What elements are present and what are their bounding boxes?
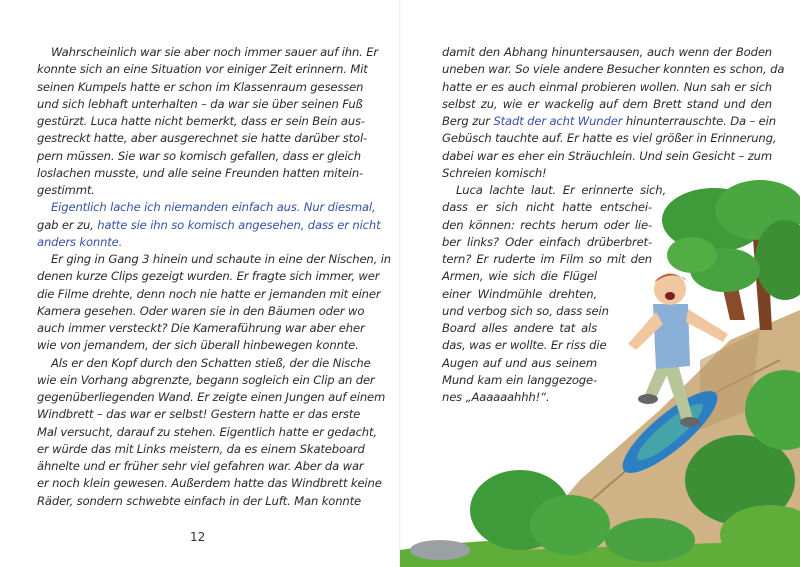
- narration-text: loslachen musste, und alle seine Freunden hatten mitein-: [37, 165, 364, 180]
- narration-text: Luca lachte laut. Er erinnerte sich,: [456, 183, 666, 197]
- left-page-text: [37, 44, 391, 510]
- text-line: [442, 372, 597, 389]
- narration-text: gestreckt hatte, aber ausgerechnet sie hatte darüber stol-: [37, 131, 368, 146]
- text-line: [37, 148, 361, 165]
- narration-text: er würde das mit Links meistern, da es einem Skateboard: [37, 441, 365, 456]
- narration-text: damit den Abhang hinuntersausen, auch wenn der Boden: [442, 45, 772, 59]
- speech-text: Eigentlich lache ich niemanden einfach aus. Nur diesmal,: [51, 200, 376, 215]
- text-line: [37, 199, 376, 216]
- narration-text: selbst zu, wie er wackelig auf dem Brett stand und den: [442, 96, 772, 111]
- text-line: [37, 389, 386, 406]
- text-line: [442, 286, 597, 303]
- narration-text: und verbog sich so, dass sein: [442, 303, 609, 318]
- text-line: [442, 79, 772, 96]
- text-line: [37, 61, 368, 78]
- text-line: [442, 303, 609, 320]
- narration-text: nes „Aaaaaahhh!“.: [442, 390, 550, 404]
- text-line: [442, 44, 772, 61]
- text-line: [442, 251, 652, 268]
- narration-text: auch immer versteckt? Die Kameraführung war aber eher: [37, 321, 365, 335]
- text-line: [37, 424, 377, 441]
- narration-text: gegenüberliegenden Wand. Er zeigte einen Jungen auf einem: [37, 390, 386, 404]
- narration-text: Wahrscheinlich war sie aber noch immer sauer auf ihn. Er: [51, 45, 379, 59]
- narration-text: wie ein Vorhang abgrenzte, begann sogleich ein Clip an der: [37, 372, 375, 387]
- text-line: [37, 337, 359, 354]
- narration-text: Mal versucht, darauf zu stehen. Eigentlich hatte er gedacht,: [37, 424, 377, 439]
- narration-text: Mund kam ein langgezoge-: [442, 372, 597, 387]
- text-line: [37, 320, 365, 337]
- narration-text: wie von jemandem, der sich überall hinbewegen konnte.: [37, 338, 359, 353]
- text-line: [442, 355, 597, 372]
- text-line: [37, 182, 346, 199]
- narration-text: dass er sich nicht hatte entschei-: [442, 200, 652, 215]
- narration-text: gestürzt. Luca hatte nicht bemerkt, dass er sein Bein aus-: [37, 114, 365, 128]
- narration-text: Er ging in Gang 3 hinein und schaute in eine der Nischen, in: [51, 252, 391, 266]
- text-line: [37, 355, 371, 372]
- text-line: [442, 199, 652, 216]
- narration-text: ähnelte und er früher sehr viel gefahren war. Aber da war: [37, 459, 364, 473]
- narration-text: Räder, sondern schwebte einfach in der Luft. Man konnte: [37, 493, 361, 508]
- text-line: [442, 96, 772, 113]
- narration-text: konnte sich an eine Situation vor einiger Zeit erinnern. Mit: [37, 62, 368, 77]
- text-line: [37, 44, 379, 61]
- text-line: [37, 458, 364, 475]
- text-line: [37, 406, 361, 423]
- text-line: [37, 79, 364, 96]
- narration-text: Armen, wie sich die Flügel: [442, 269, 597, 284]
- text-line: [442, 113, 776, 130]
- text-line: [442, 234, 652, 251]
- text-line: [442, 320, 597, 337]
- narration-text: das, was er wollte. Er riss die: [442, 338, 607, 353]
- text-line: [37, 113, 365, 130]
- text-line: [442, 389, 597, 406]
- narration-text: dabei war es eher ein Sträuchlein. Und sein Gesicht – zum: [442, 148, 772, 163]
- narration-text: pern müssen. Sie war so komisch gefallen, dass er gleich: [37, 148, 361, 163]
- narration-text: Windbrett – das war er selbst! Gestern hatte er das erste: [37, 407, 361, 422]
- narration-text: Berg zur: [442, 114, 494, 128]
- text-line: [442, 148, 772, 165]
- text-line: [442, 165, 772, 182]
- narration-text: denen kurze Clips gezeigt wurden. Er fragte sich immer, wer: [37, 269, 380, 284]
- narration-text: gab er zu,: [37, 217, 98, 232]
- speech-text: Stadt der acht Wunder: [493, 114, 623, 128]
- narration-text: Augen auf und aus seinem: [442, 355, 597, 370]
- text-line: [37, 493, 361, 510]
- narration-text: hinunterrauschte. Da – ein: [622, 114, 776, 128]
- narration-text: seinen Kumpels hatte er schon im Klassenraum gesessen: [37, 79, 364, 94]
- speech-text: hatte sie ihn so komisch angesehen, dass er nicht: [97, 217, 381, 232]
- text-line: [37, 286, 381, 303]
- narration-text: er noch klein gewesen. Außerdem hatte das Windbrett keine: [37, 476, 382, 491]
- narration-text: gestimmt.: [37, 183, 95, 197]
- narration-text: uneben war. So viele andere Besucher konnten es schon, da: [442, 62, 785, 77]
- text-line: [442, 268, 597, 285]
- text-line: [442, 337, 607, 354]
- narration-text: Schreien komisch!: [442, 165, 547, 180]
- narration-text: einer Windmühle drehten,: [442, 286, 597, 301]
- text-line: [37, 372, 375, 389]
- narration-text: die Filme drehte, denn noch nie hatte er jemanden mit einer: [37, 286, 381, 301]
- text-line: [37, 268, 380, 285]
- narration-text: Gebüsch tauchte auf. Er hatte es viel größer in Erinnerung,: [442, 131, 777, 146]
- page-number: 12: [190, 530, 206, 544]
- narration-text: Kamera gesehen. Oder waren sie in den Bäumen oder wo: [37, 303, 365, 318]
- text-line: [37, 441, 365, 458]
- text-line: [37, 251, 391, 268]
- narration-text: den können: rechts herum oder lie-: [442, 217, 652, 232]
- right-page-text: [442, 44, 785, 406]
- text-line: [442, 217, 652, 234]
- text-line: [442, 61, 785, 78]
- narration-text: ber links? Oder einfach drüberbret-: [442, 234, 652, 249]
- narration-text: Als er den Kopf durch den Schatten stieß, der die Nische: [51, 355, 371, 370]
- narration-text: hatte er es auch einmal probieren wollen. Nun sah er sich: [442, 79, 772, 94]
- speech-text: anders konnte.: [37, 234, 123, 249]
- text-line: [37, 130, 368, 147]
- text-line: [37, 303, 365, 320]
- text-line: [37, 165, 364, 182]
- narration-text: tern? Er ruderte im Film so mit den: [442, 252, 652, 266]
- text-line: [37, 217, 381, 234]
- narration-text: und sich lebhaft unterhalten – da war sie über seinen Fuß: [37, 96, 363, 111]
- text-line: [442, 130, 777, 147]
- text-line: [37, 96, 363, 113]
- narration-text: Board alles andere tat als: [442, 321, 597, 335]
- text-line: [37, 475, 382, 492]
- text-line: [442, 182, 666, 199]
- text-line: [37, 234, 346, 251]
